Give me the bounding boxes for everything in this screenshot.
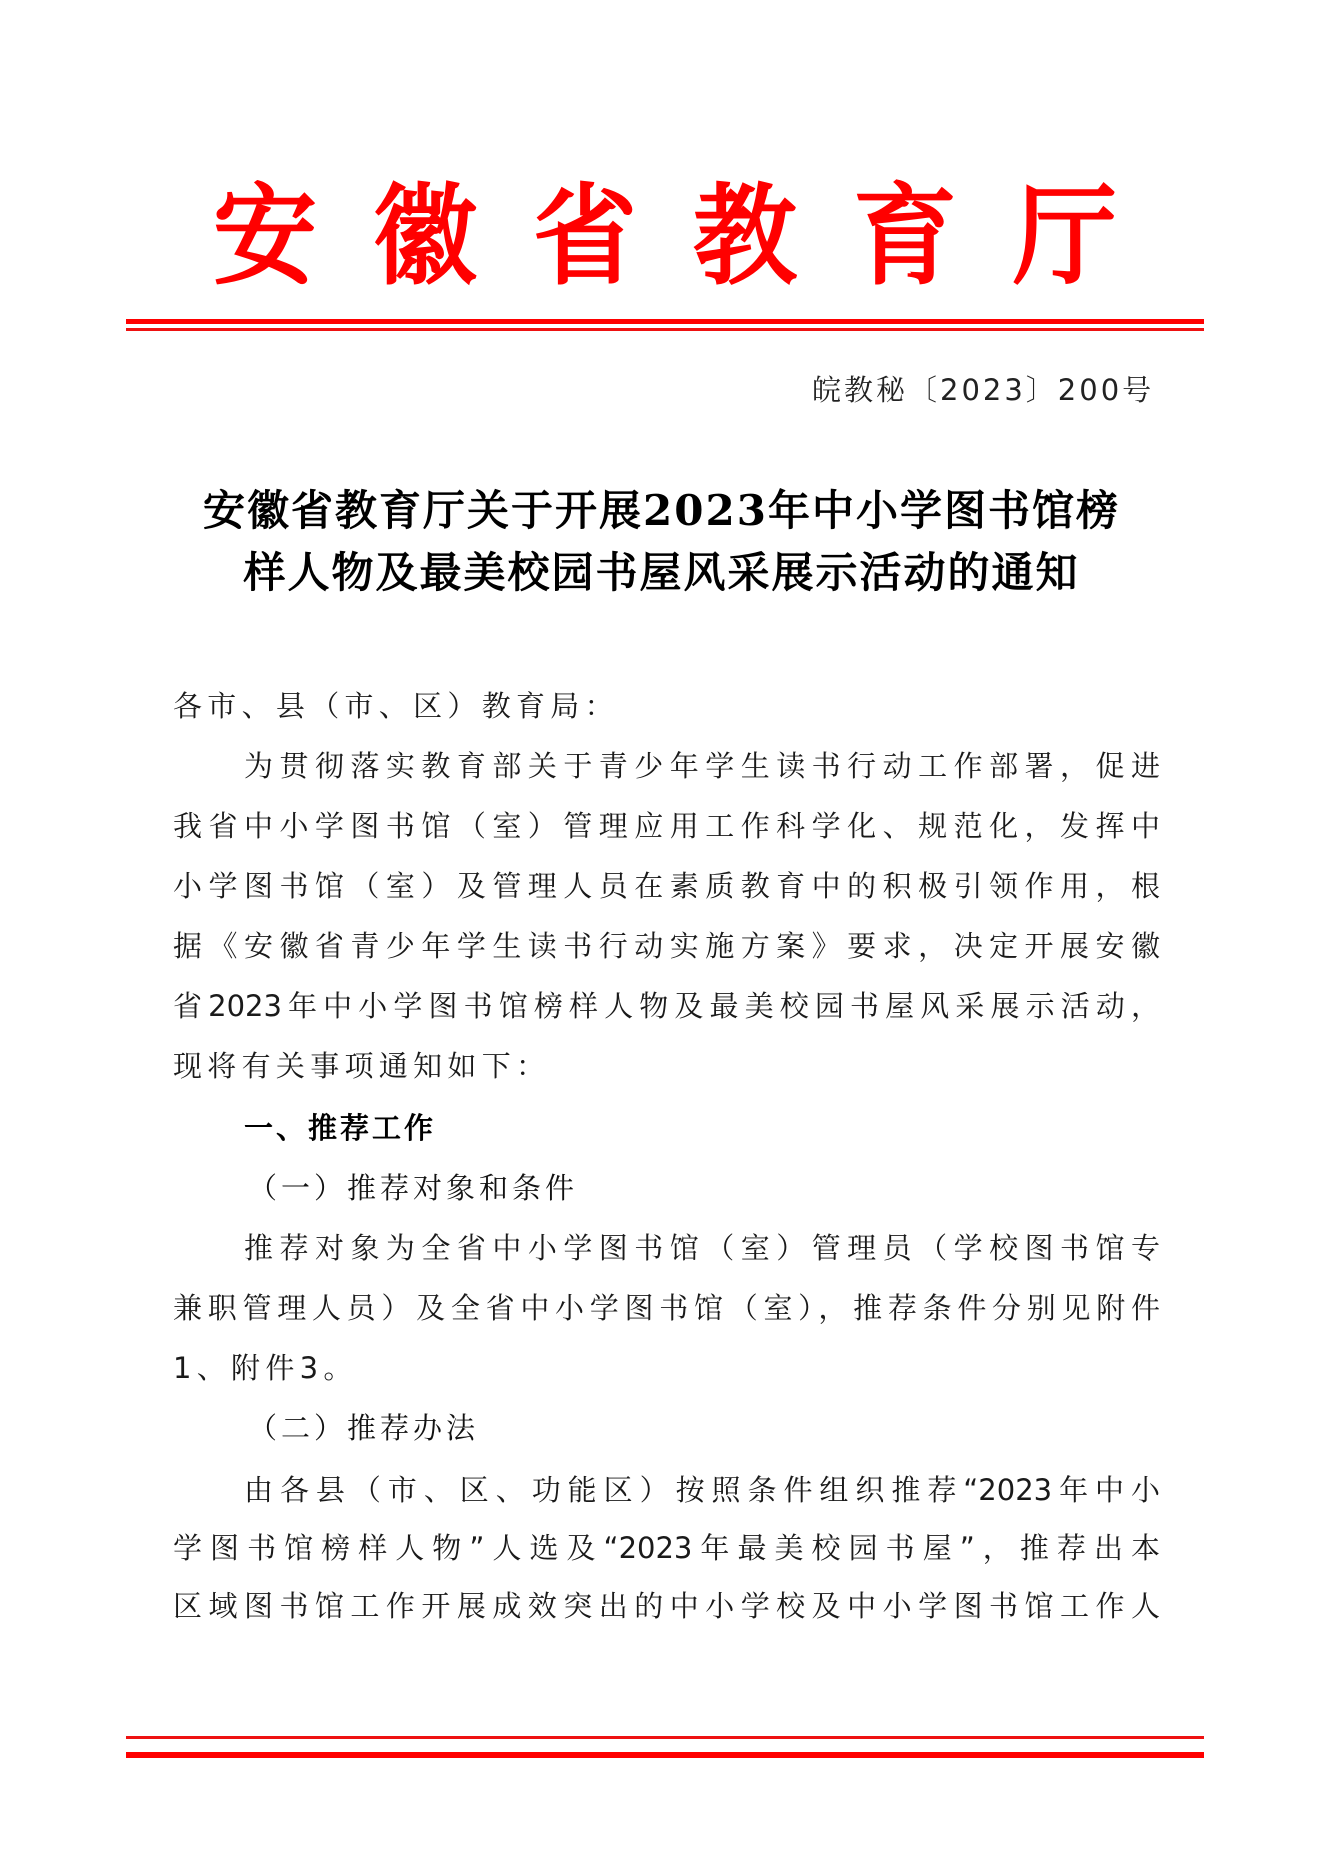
header-red-rule-thin	[126, 328, 1204, 331]
masthead-char: 徽	[372, 170, 477, 301]
header-red-rule-thick	[126, 319, 1204, 324]
body-paragraph-line: 区域图书馆工作开展成效突出的中小学校及中小学图书馆工作人	[173, 1589, 1160, 1623]
masthead-char: 教	[692, 170, 797, 301]
body-paragraph-line: 为贯彻落实教育部关于青少年学生读书行动工作部署，促进	[244, 749, 1160, 783]
masthead-char: 育	[852, 170, 957, 301]
document-title-line-1: 安徽省教育厅关于开展2023年中小学图书馆榜	[203, 486, 1120, 535]
body-paragraph-line: 1、附件3。	[173, 1351, 358, 1385]
body-paragraph-line: 由各县（市、区、功能区）按照条件组织推荐“2023年中小	[244, 1473, 1160, 1507]
document-number: 皖教秘〔2023〕200号	[812, 373, 1155, 407]
body-paragraph-line: 据《安徽省青少年学生读书行动实施方案》要求，决定开展安徽	[173, 929, 1160, 963]
subsection-heading-2: （二）推荐办法	[248, 1411, 480, 1445]
section-heading-1: 一、推荐工作	[244, 1111, 437, 1145]
body-paragraph-line: 学图书馆榜样人物”人选及“2023年最美校园书屋”，推荐出本	[173, 1531, 1160, 1565]
body-paragraph-line: 我省中小学图书馆（室）管理应用工作科学化、规范化，发挥中	[173, 809, 1160, 843]
footer-red-rule-thin	[126, 1736, 1204, 1739]
masthead-char: 安	[212, 170, 317, 301]
body-paragraph-line: 省2023年中小学图书馆榜样人物及最美校园书屋风采展示活动，	[173, 989, 1160, 1023]
masthead-char: 厅	[1012, 170, 1117, 301]
body-paragraph-line: 小学图书馆（室）及管理人员在素质教育中的积极引领作用，根	[173, 869, 1160, 903]
body-paragraph-line: 兼职管理人员）及全省中小学图书馆（室），推荐条件分别见附件	[173, 1291, 1160, 1325]
masthead-title	[200, 170, 1130, 301]
body-paragraph-line: 推荐对象为全省中小学图书馆（室）管理员（学校图书馆专	[244, 1231, 1160, 1265]
masthead-char: 省	[532, 170, 637, 301]
document-title-line-2: 样人物及最美校园书屋风采展示活动的通知	[243, 548, 1080, 597]
body-paragraph-line: 现将有关事项通知如下：	[173, 1049, 551, 1083]
subsection-heading-1: （一）推荐对象和条件	[248, 1171, 579, 1205]
footer-red-rule-thick	[126, 1752, 1204, 1758]
salutation: 各市、县（市、区）教育局：	[173, 689, 619, 723]
